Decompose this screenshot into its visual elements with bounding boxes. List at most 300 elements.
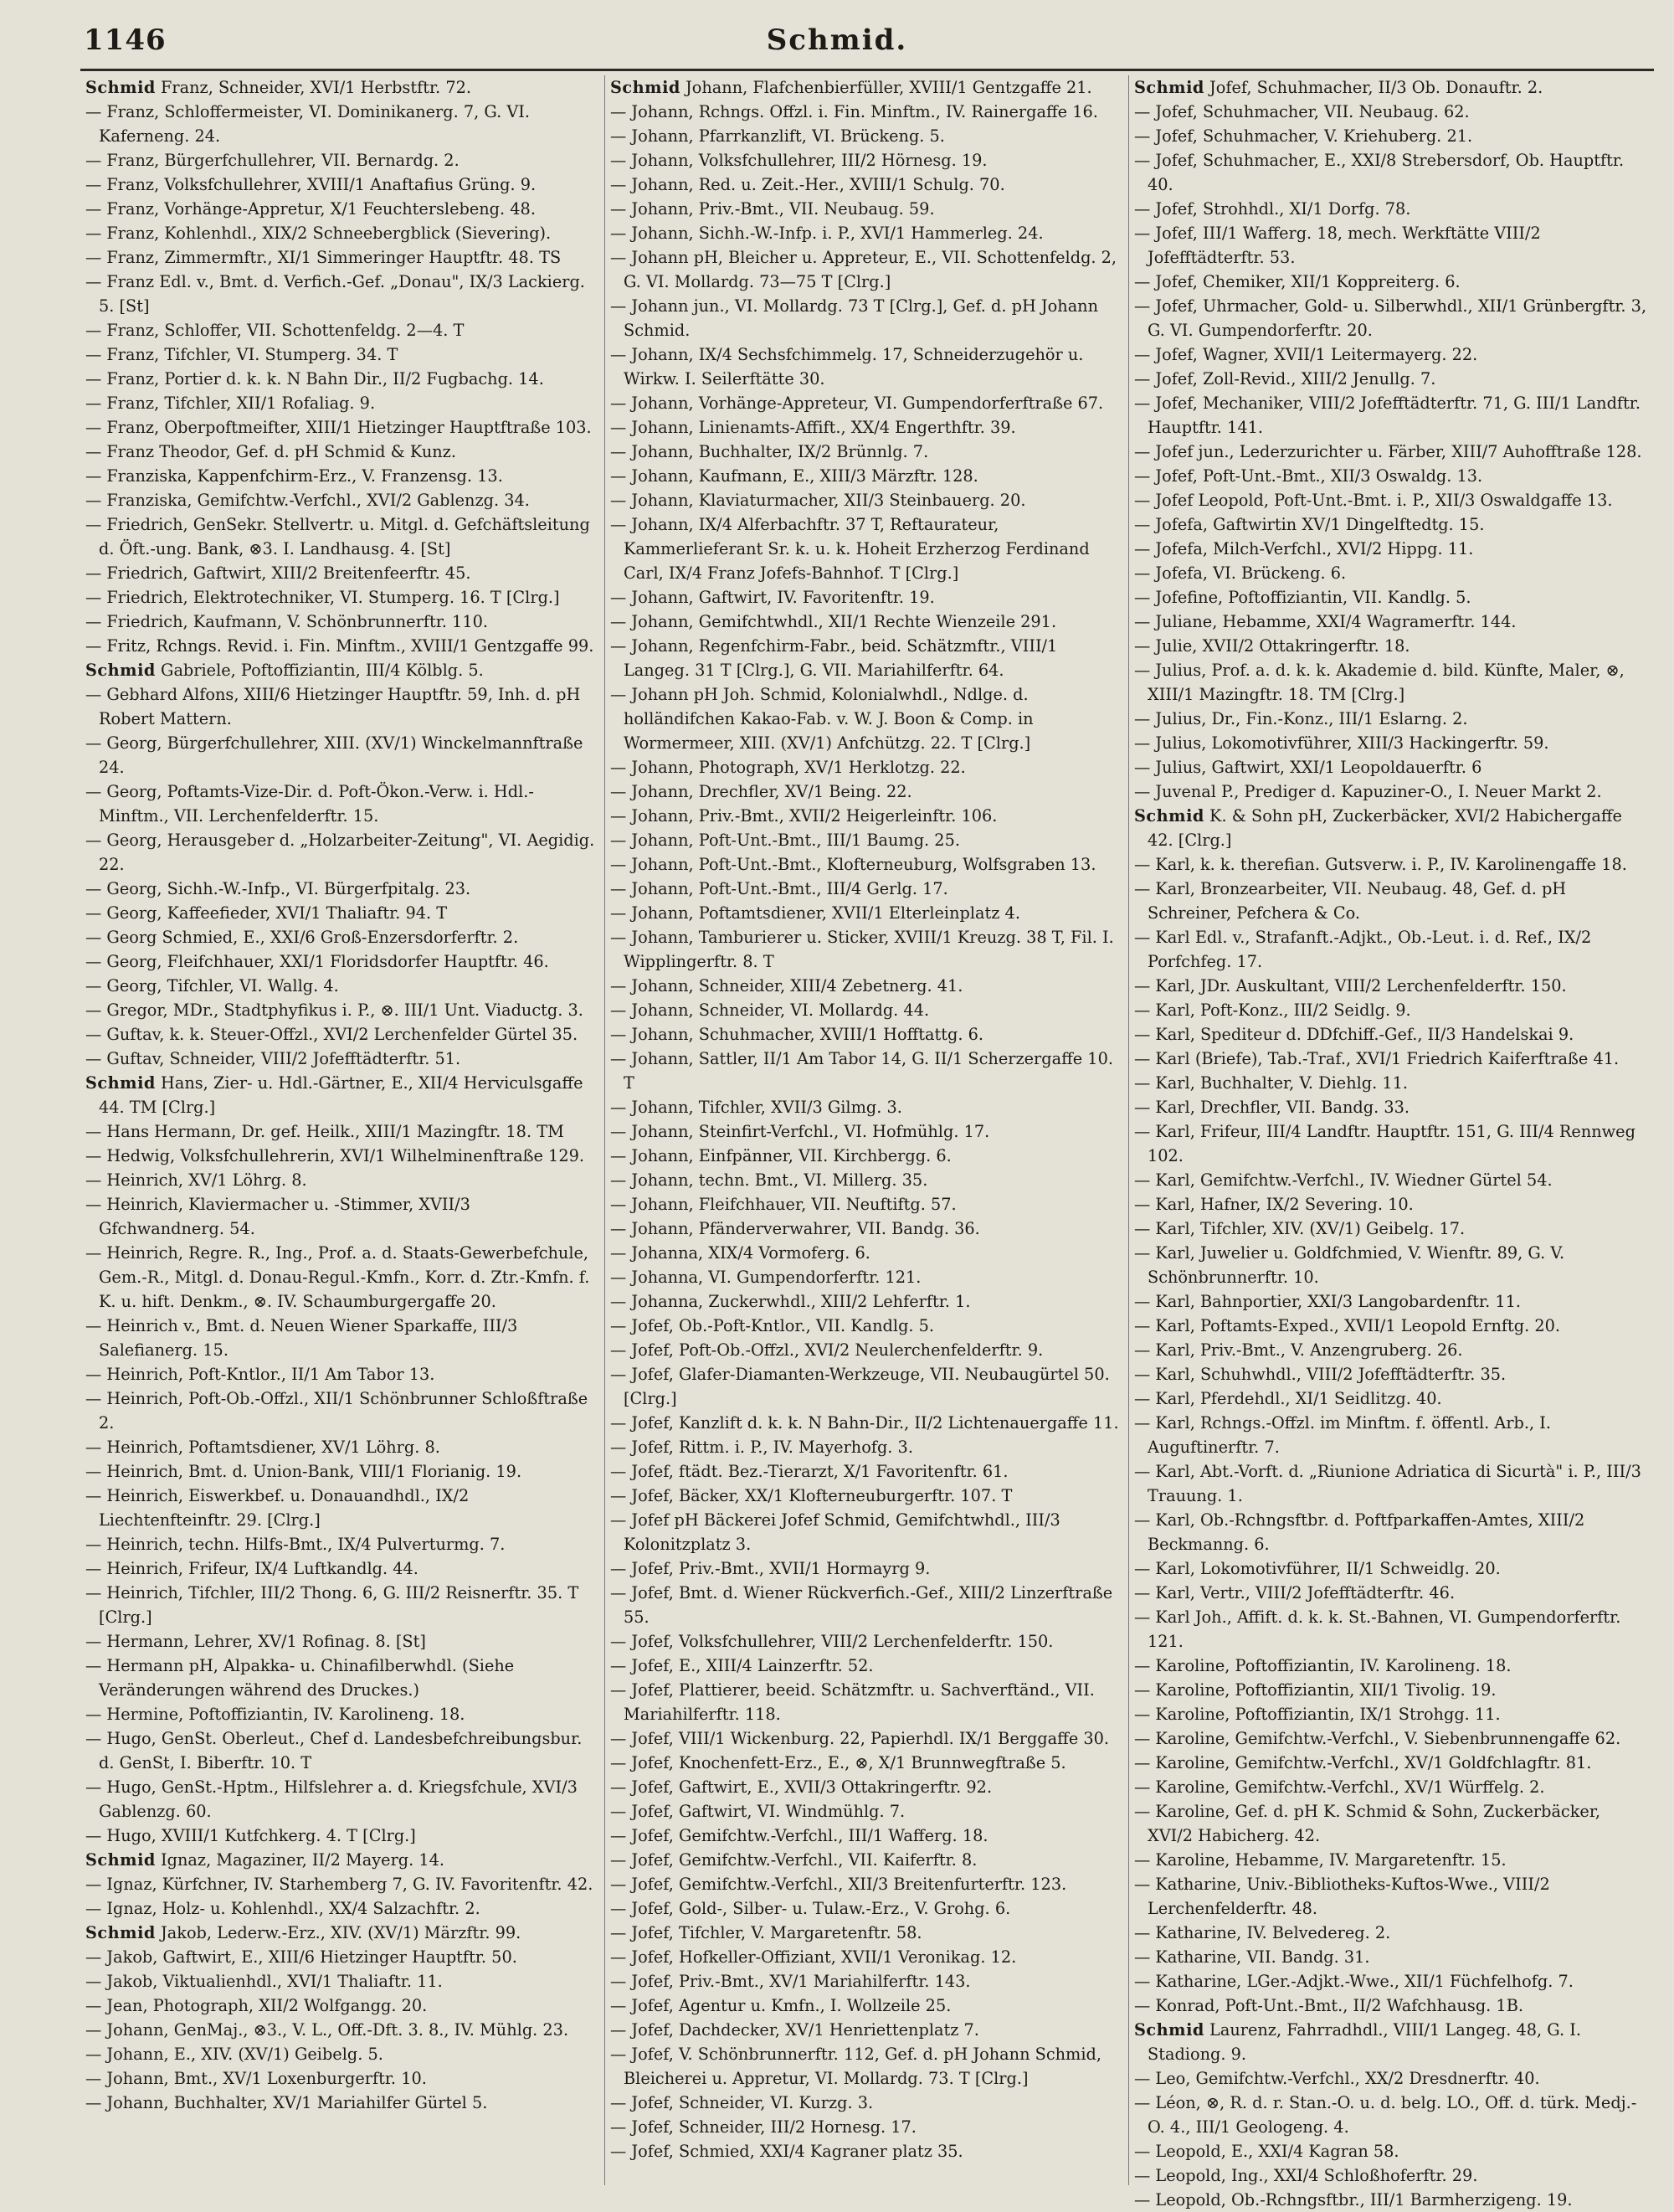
entry-text: — Leo, Gemifchtw.-Verfchl., XX/2 Dresdnerftr. 40. (1134, 2069, 1540, 2088)
directory-entry (1134, 2163, 1647, 2188)
entry-text: — Jofef, Schneider, III/2 Hornesg. 17. (610, 2117, 917, 2137)
entry-text: — Jofef pH Bäckerei Jofef Schmid, Gemifchtwhdl., III/3 Kolonitzplatz 3. (610, 1510, 1060, 1554)
entry-text: — Karl, Ob.-Rchngsftbr. d. Poftfparkaffen-Amtes, XIII/2 Beckmanng. 6. (1134, 1510, 1585, 1554)
directory-entry (1134, 1459, 1647, 1508)
entry-text: — Johanna, Zuckerwhdl., XIII/2 Lehferftr. 1. (610, 1292, 971, 1311)
entry-text: — Johann, Pfarrkanzlift, VI. Brückeng. 5. (610, 126, 945, 146)
entry-text: — Hermann, Lehrer, XV/1 Rofinag. 8. [St] (85, 1632, 426, 1651)
directory-entry (610, 682, 1123, 755)
directory-entry (610, 1629, 1123, 1654)
entry-text: — Jofef, Schuhmacher, E., XXI/8 Strebersdorf, Ob. Hauptftr. 40. (1134, 151, 1625, 194)
entry-text: — Karl, Frifeur, III/4 Landftr. Hauptftr. 151, G. III/4 Rennweg 102. (1134, 1122, 1635, 1165)
entry-text: — Karl, Pferdehdl., XI/1 Seidlitzg. 40. (1134, 1389, 1442, 1408)
directory-entry (610, 1969, 1123, 1993)
directory-entry (610, 804, 1123, 828)
entry-text: — Jofef, Glafer-Diamanten-Werkzeuge, VII. Neubaugürtel 50. [Clrg.] (610, 1365, 1110, 1408)
directory-entry (1134, 1556, 1647, 1581)
entry-text: — Jofef, Strohhdl., XI/1 Dorfg. 78. (1134, 199, 1411, 219)
directory-entry (610, 245, 1123, 294)
directory-entry (1134, 124, 1647, 148)
entry-text: — Johann, Kaufmann, E., XIII/3 Märzftr. 128. (610, 466, 978, 486)
entry-text: — Heinrich, Frifeur, IX/4 Luftkandlg. 44. (85, 1559, 418, 1578)
directory-entry (1134, 1119, 1647, 1168)
entry-text: — Leopold, Ob.-Rchngsftbr., III/1 Barmherzigeng. 19. (1134, 2190, 1573, 2209)
entry-text: — Jofef, Poft-Unt.-Bmt., XII/3 Oswaldg. 13. (1134, 466, 1483, 486)
entry-text: — Friedrich, Elektrotechniker, VI. Stumperg. 16. T [Clrg.] (85, 588, 560, 607)
directory-entry (610, 1751, 1123, 1775)
entry-text: — Karl Edl. v., Strafanft.-Adjkt., Ob.-Leut. i. d. Ref., IX/2 Porfchfeg. 17. (1134, 928, 1592, 971)
entry-text: — Jofef jun., Lederzurichter u. Färber, XIII/7 Auhofftraße 128. (1134, 442, 1642, 461)
entry-text: — Jofef, Uhrmacher, Gold- u. Silberwhdl., XII/1 Grünbergftr. 3, G. VI. Gumpendorferftr. 20. (1134, 296, 1647, 340)
directory-entry (85, 1775, 599, 1824)
entry-text: — Julius, Dr., Fin.-Konz., III/1 Eslarng. 2. (1134, 709, 1468, 728)
entry-text: — Jofef, Schuhmacher, VII. Neubaug. 62. (1134, 102, 1470, 121)
directory-entry (610, 1362, 1123, 1411)
directory-entry (1134, 585, 1647, 610)
entry-text: — Hugo, GenSt.-Hptm., Hilfslehrer a. d. Kriegsfchule, XVI/3 Gablenzg. 60. (85, 1777, 578, 1821)
entry-text: — Juvenal P., Prediger d. Kapuziner-O., I. Neuer Markt 2. (1134, 782, 1602, 801)
entry-text: — Julius, Gaftwirt, XXI/1 Leopoldauerftr. 6 (1134, 758, 1482, 777)
entry-text: — Georg, Poftamts-Vize-Dir. d. Poft-Ökon.-Verw. i. Hdl.-Minftm., VII. Lerchenfelderftr. 15. (85, 782, 534, 826)
directory-entry (85, 1702, 599, 1726)
directory-entry (1134, 2018, 1647, 2066)
entry-text: — Heinrich, Klaviermacher u. -Stimmer, XVII/3 Gfchwandnerg. 54. (85, 1195, 470, 1238)
directory-entry (1134, 342, 1647, 367)
entry-text: Jofef, Schuhmacher, II/3 Ob. Donauftr. 2. (1204, 78, 1543, 97)
entry-text: — Jofef, Dachdecker, XV/1 Henriettenplatz 7. (610, 2020, 979, 2040)
directory-entry (1134, 2188, 1647, 2212)
directory-entry (1134, 1411, 1647, 1459)
entry-text: — Jofef, Priv.-Bmt., XV/1 Mariahilferftr. 143. (610, 1972, 971, 1991)
entry-text: — Karl, Schuhwhdl., VIII/2 Jofefftädterftr. 35. (1134, 1365, 1507, 1384)
directory-entry (610, 2018, 1123, 2042)
directory-entry (610, 1799, 1123, 1824)
entry-text: — Hedwig, Volksfchullehrerin, XVI/1 Wilhelminenftraße 129. (85, 1146, 584, 1165)
directory-entry (85, 488, 599, 512)
directory-entry (1134, 1071, 1647, 1095)
entry-text: — Hans Hermann, Dr. gef. Heilk., XIII/1 Mazingftr. 18. TM (85, 1122, 564, 1141)
entry-text: — Jofef, Bmt. d. Wiener Rückverfich.-Gef., XIII/2 Linzerftraße 55. (610, 1583, 1113, 1627)
entry-text: — Heinrich, Poft-Kntlor., II/1 Am Tabor 13. (85, 1365, 435, 1384)
directory-entry (1134, 440, 1647, 464)
directory-entry (1134, 294, 1647, 342)
entry-text: — Fritz, Rchngs. Revid. i. Fin. Minftm., XVIII/1 Gentzgaffe 99. (85, 636, 594, 656)
entry-text: — Katharine, IV. Belvedereg. 2. (1134, 1923, 1391, 1942)
entry-text: — Johann, IX/4 Alferbachftr. 37 T, Reftaurateur, Kammerlieferant Sr. k. u. k. Hoheit Erzherzog Ferdinand Carl, IX/4 Franz Jofefs-Bahnhof. T [Clrg.] (610, 515, 1090, 583)
entry-text: — Franz, Volksfchullehrer, XVIII/1 Anaftafius Grüng. 9. (85, 175, 537, 194)
directory-entry (1134, 270, 1647, 294)
directory-entry (85, 1945, 599, 1969)
entry-text: — Georg, Kaffeefieder, XVI/1 Thaliaftr. 94. T (85, 903, 448, 923)
entry-text: — Johann, Schneider, XIII/4 Zebetnerg. 41. (610, 976, 963, 995)
entry-text: — Franziska, Gemifchtw.-Verfchl., XVI/2 Gablenzg. 34. (85, 491, 530, 510)
entry-text: — Franziska, Kappenfchirm-Erz., V. Franzensg. 13. (85, 466, 503, 486)
entry-text: — Johann pH Joh. Schmid, Kolonialwhdl., Ndlge. d. holländifchen Kakao-Fab. v. W. J. Boon & Comp. in Wormermeer, XIII. (XV/1) Anfchützg. 22. T [Clrg.] (610, 685, 1034, 753)
directory-entry (610, 1581, 1123, 1629)
entry-text: — Georg Schmied, E., XXI/6 Groß-Enzersdorferftr. 2. (85, 928, 519, 947)
directory-entry (85, 634, 599, 658)
directory-entry (85, 1435, 599, 1459)
entry-text: — Georg, Tifchler, VI. Wallg. 4. (85, 976, 339, 995)
directory-entry (610, 148, 1123, 172)
directory-entry (610, 1047, 1123, 1095)
entry-text: — Jofef, Schmied, XXI/4 Kagraner platz 35. (610, 2142, 963, 2161)
entry-text: — Johann, Rchngs. Offzl. i. Fin. Minftm., IV. Rainergaffe 16. (610, 102, 1098, 121)
entry-text: — Karl, Priv.-Bmt., V. Anzengruberg. 26. (1134, 1340, 1463, 1360)
directory-entry (1134, 1751, 1647, 1775)
directory-entry (1134, 391, 1647, 440)
entry-text: — Katharine, VII. Bandg. 31. (1134, 1947, 1370, 1967)
directory-entry (85, 2018, 599, 2042)
directory-entry (610, 877, 1123, 901)
entry-text: — Karl, Abt.-Vorft. d. „Riunione Adriatica di Sicurtà" i. P., III/3 Trauung. 1. (1134, 1462, 1641, 1505)
entry-text: — Karoline, Hebamme, IV. Margaretenftr. 15. (1134, 1850, 1507, 1870)
directory-entry (1134, 877, 1647, 925)
directory-entry (85, 974, 599, 998)
entry-text: — Karl, Hafner, IX/2 Severing. 10. (1134, 1195, 1414, 1214)
header-rule (80, 69, 1654, 71)
directory-entry (1134, 1654, 1647, 1678)
entry-text: — Georg, Fleifchhauer, XXI/1 Floridsdorfer Hauptftr. 46. (85, 952, 549, 971)
directory-entry (610, 1168, 1123, 1192)
entry-text: — Jofef, Hofkeller-Offiziant, XVII/1 Veronikag. 12. (610, 1947, 1017, 1967)
entry-text: — Karoline, Poftoffiziantin, IV. Karolineng. 18. (1134, 1656, 1512, 1675)
directory-entry (610, 1921, 1123, 1945)
directory-entry (85, 561, 599, 585)
directory-entry (85, 2066, 599, 2091)
entry-text: — Karl, Tifchler, XIV. (XV/1) Geibelg. 17. (1134, 1219, 1466, 1238)
column-middle (604, 75, 1128, 2185)
entry-text: — Jofefa, VI. Brückeng. 6. (1134, 563, 1347, 583)
entry-text: K. & Sohn pH, Zuckerbäcker, XVI/2 Habichergaffe 42. [Clrg.] (1148, 806, 1622, 850)
entry-text: — Karl, Buchhalter, V. Diehlg. 11. (1134, 1073, 1409, 1093)
directory-entry (85, 1362, 599, 1386)
entry-text: — Jofef, Priv.-Bmt., XVII/1 Hormayrg 9. (610, 1559, 931, 1578)
entry-text: Hans, Zier- u. Hdl.-Gärtner, E., XII/4 Herviculsgaffe 44. TM [Clrg.] (99, 1073, 583, 1117)
entry-text: — Franz, Tifchler, XII/1 Rofaliag. 9. (85, 394, 376, 413)
directory-entry (1134, 634, 1647, 658)
directory-entry (85, 1556, 599, 1581)
directory-entry (610, 1289, 1123, 1314)
entry-text: — Johann, Pfänderverwahrer, VII. Bandg. 36. (610, 1219, 980, 1238)
directory-entry (1134, 1314, 1647, 1338)
directory-entry (1134, 75, 1647, 100)
directory-entry (610, 1993, 1123, 2018)
directory-entry (1134, 974, 1647, 998)
surname-heading: Schmid (85, 1073, 156, 1093)
entry-text: — Jofefa, Milch-Verfchl., XVI/2 Hippg. 11. (1134, 539, 1474, 558)
entry-text: — Franz, Oberpoftmeifter, XIII/1 Hietzinger Hauptftraße 103. (85, 418, 592, 437)
entry-text: — Heinrich, Tifchler, III/2 Thong. 6, G. III/2 Reisnerftr. 35. T [Clrg.] (85, 1583, 579, 1627)
directory-entry (610, 464, 1123, 488)
entry-text: — Karl, Lokomotivführer, II/1 Schweidlg. 20. (1134, 1559, 1501, 1578)
page-number: 1146 (84, 23, 167, 57)
directory-entry (610, 901, 1123, 925)
entry-text: — Johann, Poft-Unt.-Bmt., Klofterneuburg, Wolfsgraben 13. (610, 855, 1096, 874)
entry-text: — Jofef, Gemifchtw.-Verfchl., XII/3 Breitenfurterftr. 123. (610, 1875, 1067, 1894)
directory-entry (1134, 1726, 1647, 1751)
entry-text: — Jakob, Viktualienhdl., XVI/1 Thaliaftr. 11. (85, 1972, 443, 1991)
entry-text: — Johann, Fleifchhauer, VII. Neuftiftg. 57. (610, 1195, 957, 1214)
directory-entry (1134, 610, 1647, 634)
directory-entry (1134, 852, 1647, 877)
entry-text: — Leopold, Ing., XXI/4 Schloßhoferftr. 29. (1134, 2166, 1478, 2185)
entry-text: — Jofef, Wagner, XVII/1 Leitermayerg. 22. (1134, 345, 1478, 364)
entry-text: — Johann, Tifchler, XVII/3 Gilmg. 3. (610, 1098, 902, 1117)
entry-text: — Heinrich, Bmt. d. Union-Bank, VIII/1 Florianig. 19. (85, 1462, 522, 1481)
entry-text: — Johann, Red. u. Zeit.-Her., XVIII/1 Schulg. 70. (610, 175, 1005, 194)
entry-text: — Johann, Schneider, VI. Mollardg. 44. (610, 1001, 930, 1020)
entry-text: — Guftav, k. k. Steuer-Offzl., XVI/2 Lerchenfelder Gürtel 35. (85, 1025, 578, 1044)
entry-text: — Katharine, LGer.-Adjkt.-Wwe., XII/1 Füchfelhofg. 7. (1134, 1972, 1574, 1991)
directory-entry (610, 1726, 1123, 1751)
directory-entry (610, 1896, 1123, 1921)
entry-text: — Karl, Bronzearbeiter, VII. Neubaug. 48, Gef. d. pH Schreiner, Pefchera & Co. (1134, 879, 1567, 923)
directory-entry (85, 318, 599, 342)
directory-entry (85, 100, 599, 148)
entry-text: — Johann, Drechfler, XV/1 Being. 22. (610, 782, 912, 801)
directory-entry (1134, 731, 1647, 755)
entry-text: — Jofef, V. Schönbrunnerftr. 112, Gef. d. pH Johann Schmid, Bleicherei u. Appretur, VI. Mollardg. 73. T [Clrg.] (610, 2045, 1101, 2088)
entry-text: Ignaz, Magaziner, II/2 Mayerg. 14. (155, 1850, 445, 1870)
entry-text: — Johanna, VI. Gumpendorferftr. 121. (610, 1268, 922, 1287)
entry-text: — Johann, Sichh.-W.-Infp. i. P., XVI/1 Hammerleg. 24. (610, 224, 1044, 243)
entry-text: — Johann, Gemifchtwhdl., XII/1 Rechte Wienzeile 291. (610, 612, 1057, 631)
entry-text: — Franz, Vorhänge-Appretur, X/1 Feuchterslebeng. 48. (85, 199, 536, 219)
directory-entry (85, 610, 599, 634)
entry-text: — Heinrich, Poft-Ob.-Offzl., XII/1 Schönbrunner Schloßftraße 2. (85, 1389, 588, 1433)
directory-entry (610, 2139, 1123, 2163)
directory-entry (1134, 1217, 1647, 1241)
directory-entry (1134, 1386, 1647, 1411)
directory-entry (85, 2091, 599, 2115)
entry-text: Gabriele, Poftoffiziantin, III/4 Kölblg. 5. (155, 661, 484, 680)
directory-entry (610, 1435, 1123, 1459)
directory-entry (610, 1314, 1123, 1338)
directory-entry (85, 1896, 599, 1921)
directory-entry (1134, 1192, 1647, 1217)
directory-entry (85, 1872, 599, 1896)
directory-entry (1134, 658, 1647, 707)
surname-heading: Schmid (85, 78, 156, 97)
directory-entry (1134, 779, 1647, 804)
entry-text: — Jofef, Knochenfett-Erz., E., ⊗, X/1 Brunnwegftraße 5. (610, 1753, 1066, 1772)
directory-entry (610, 1654, 1123, 1678)
directory-entry (85, 682, 599, 731)
entry-text: — Jakob, Gaftwirt, E., XIII/6 Hietzinger Hauptftr. 50. (85, 1947, 517, 1967)
directory-entry (1134, 197, 1647, 221)
entry-text: — Karl, Vertr., VIII/2 Jofefftädterftr. 46. (1134, 1583, 1456, 1602)
directory-entry (85, 998, 599, 1022)
directory-columns (80, 75, 1654, 2209)
directory-entry (610, 828, 1123, 852)
directory-entry (85, 221, 599, 245)
directory-entry (610, 1508, 1123, 1556)
directory-entry (1134, 1848, 1647, 1872)
entry-text: — Karoline, Gemifchtw.-Verfchl., XV/1 Goldfchlagftr. 81. (1134, 1753, 1592, 1772)
directory-entry (610, 1459, 1123, 1484)
running-head: Schmid. (766, 23, 908, 57)
entry-text: — Heinrich, XV/1 Löhrg. 8. (85, 1170, 307, 1190)
directory-entry (1134, 1047, 1647, 1071)
entry-text: — Jofef, Gold-, Silber- u. Tulaw.-Erz., V. Grohg. 6. (610, 1899, 1011, 1918)
entry-text: — Heinrich, Regre. R., Ing., Prof. a. d. Staats-Gewerbefchule, Gem.-R., Mitgl. d. Donau-Regul.-Kmfn., Korr. d. Ztr.-Kmfn. f. K. u. hift. Denkm., ⊗. IV. Schaumburgergaffe 20. (85, 1243, 590, 1311)
entry-text: — Heinrich, Poftamtsdiener, XV/1 Löhrg. 8. (85, 1438, 440, 1457)
directory-entry (610, 75, 1123, 100)
directory-entry (85, 270, 599, 318)
directory-entry (1134, 1338, 1647, 1362)
entry-text: — Johann, Priv.-Bmt., XVII/2 Heigerleinftr. 106. (610, 806, 998, 826)
directory-entry (85, 1484, 599, 1532)
entry-text: — Friedrich, GenSekr. Stellvertr. u. Mitgl. d. Gefchäftsleitung d. Öft.-ung. Bank, ⊗3. I. Landhausg. 4. [St] (85, 515, 590, 558)
directory-entry (85, 1654, 599, 1702)
directory-entry (85, 731, 599, 779)
directory-entry (610, 1217, 1123, 1241)
directory-entry (85, 342, 599, 367)
entry-text: — Karl, Poft-Konz., III/2 Seidlg. 9. (1134, 1001, 1411, 1020)
directory-entry (610, 998, 1123, 1022)
entry-text: — Jofef, Gaftwirt, E., XVII/3 Ottakringerftr. 92. (610, 1777, 993, 1797)
entry-text: — Johann, GenMaj., ⊗3., V. L., Off.-Dft. 3. 8., IV. Mühlg. 23. (85, 2020, 569, 2040)
directory-entry (1134, 2139, 1647, 2163)
directory-entry (610, 634, 1123, 682)
directory-entry (85, 391, 599, 415)
directory-entry (85, 877, 599, 901)
directory-entry (1134, 221, 1647, 270)
entry-text: — Georg, Bürgerfchullehrer, XIII. (XV/1) Winckelmannftraße 24. (85, 733, 583, 777)
column-right (1128, 75, 1652, 2209)
entry-text: — Konrad, Poft-Unt.-Bmt., II/2 Wafchhausg. 1B. (1134, 1996, 1523, 2015)
directory-entry (85, 1022, 599, 1047)
directory-entry (85, 1459, 599, 1484)
directory-entry (85, 1848, 599, 1872)
entry-text: — Johann, Klaviaturmacher, XII/3 Steinbauerg. 20. (610, 491, 1026, 510)
directory-entry (85, 75, 599, 100)
directory-entry (1134, 561, 1647, 585)
directory-entry (610, 1095, 1123, 1119)
entry-text: Johann, Flafchenbierfüller, XVIII/1 Gentzgaffe 21. (680, 78, 1092, 97)
entry-text: — Karl, JDr. Auskultant, VIII/2 Lerchenfelderftr. 150. (1134, 976, 1567, 995)
directory-entry (610, 391, 1123, 415)
entry-text: — Jofef, Gaftwirt, VI. Windmühlg. 7. (610, 1802, 906, 1821)
directory-entry (610, 1144, 1123, 1168)
surname-heading: Schmid (85, 1923, 156, 1942)
entry-text: — Franz, Schloffermeister, VI. Dominikanerg. 7, G. VI. Kaferneng. 24. (85, 102, 531, 146)
directory-entry (610, 925, 1123, 974)
entry-text: — Johann, E., XIV. (XV/1) Geibelg. 5. (85, 2045, 383, 2064)
directory-entry (85, 1969, 599, 1993)
entry-text: — Johann, Einfpänner, VII. Kirchbergg. 6. (610, 1146, 952, 1165)
directory-entry (85, 172, 599, 197)
directory-entry (1134, 1872, 1647, 1921)
directory-entry (1134, 148, 1647, 197)
directory-entry (1134, 1945, 1647, 1969)
directory-entry (610, 342, 1123, 391)
entry-text: — Karl, k. k. therefian. Gutsverw. i. P., IV. Karolinengaffe 18. (1134, 855, 1627, 874)
entry-text: — Johann, Buchhalter, IX/2 Brünnlg. 7. (610, 442, 929, 461)
entry-text: — Karoline, Poftoffiziantin, IX/1 Strohgg. 11. (1134, 1705, 1501, 1724)
directory-entry (1134, 1921, 1647, 1945)
directory-entry (85, 1071, 599, 1119)
entry-text: — Franz, Zimmermftr., XI/1 Simmeringer Hauptftr. 48. TS (85, 248, 562, 267)
directory-entry (85, 464, 599, 488)
directory-entry (610, 1119, 1123, 1144)
directory-entry (610, 415, 1123, 440)
entry-text: — Johann, techn. Bmt., VI. Millerg. 35. (610, 1170, 928, 1190)
entry-text: — Jofefa, Gaftwirtin XV/1 Dingelftedtg. 15. (1134, 515, 1485, 534)
entry-text: — Jofef, Ob.-Poft-Kntlor., VII. Kandlg. 5. (610, 1316, 935, 1335)
directory-entry (610, 755, 1123, 779)
entry-text: — Karoline, Gemifchtw.-Verfchl., XV/1 Würffelg. 2. (1134, 1777, 1545, 1797)
entry-text: — Georg, Sichh.-W.-Infp., VI. Bürgerfpitalg. 23. (85, 879, 471, 898)
directory-entry (610, 852, 1123, 877)
entry-text: — Jofef, Zoll-Revid., XIII/2 Jenullg. 7. (1134, 369, 1436, 388)
directory-entry (85, 512, 599, 561)
entry-text: — Jofef, Plattierer, beeid. Schätzmftr. u. Sachverftänd., VII. Mariahilferftr. 118. (610, 1680, 1095, 1724)
entry-text: — Jofefine, Poftoffiziantin, VII. Kandlg. 5. (1134, 588, 1471, 607)
entry-text: — Hugo, XVIII/1 Kutfchkerg. 4. T [Clrg.] (85, 1826, 416, 1845)
directory-entry (85, 1993, 599, 2018)
directory-entry (1134, 1775, 1647, 1799)
entry-text: — Johann, Bmt., XV/1 Loxenburgerftr. 10. (85, 2069, 427, 2088)
directory-entry (1134, 2091, 1647, 2139)
directory-entry (85, 1119, 599, 1144)
directory-entry (1134, 464, 1647, 488)
entry-text: — Karl (Briefe), Tab.-Traf., XVI/1 Friedrich Kaiferftraße 41. (1134, 1049, 1620, 1068)
directory-entry (1134, 367, 1647, 391)
entry-text: — Gebhard Alfons, XIII/6 Hietzinger Hauptftr. 59, Inh. d. pH Robert Mattern. (85, 685, 581, 728)
entry-text: — Karl, Drechfler, VII. Bandg. 33. (1134, 1098, 1410, 1117)
directory-entry (85, 1921, 599, 1945)
directory-entry (85, 1241, 599, 1314)
directory-entry (85, 1726, 599, 1775)
entry-text: — Johann, Poftamtsdiener, XVII/1 Elterleinplatz 4. (610, 903, 1020, 923)
entry-text: — Johann, Regenfchirm-Fabr., beid. Schätzmftr., VIII/1 Langeg. 31 T [Clrg.], G. VII. Mariahilferftr. 64. (610, 636, 1058, 680)
directory-entry (610, 1192, 1123, 1217)
directory-entry (1134, 998, 1647, 1022)
directory-entry (1134, 1168, 1647, 1192)
entry-text: — Johann, Photograph, XV/1 Herklotzg. 22. (610, 758, 966, 777)
entry-text: — Jofef, Mechaniker, VIII/2 Jofefftädterftr. 71, G. III/1 Landftr. Hauptftr. 141. (1134, 394, 1641, 437)
directory-entry (610, 974, 1123, 998)
directory-entry (610, 512, 1123, 585)
directory-entry (610, 2115, 1123, 2139)
entry-text: — Johanna, XIX/4 Vormoferg. 6. (610, 1243, 870, 1263)
entry-text: — Karoline, Poftoffiziantin, XII/1 Tivolig. 19. (1134, 1680, 1497, 1700)
directory-entry (610, 585, 1123, 610)
directory-entry (1134, 537, 1647, 561)
directory-entry (85, 925, 599, 949)
entry-text: — Johann, Poft-Unt.-Bmt., III/4 Gerlg. 17. (610, 879, 948, 898)
directory-entry (1134, 100, 1647, 124)
directory-entry (85, 1047, 599, 1071)
entry-text: — Franz, Kohlenhdl., XIX/2 Schneebergblick (Sievering). (85, 224, 552, 243)
entry-text: — Jofef, Agentur u. Kmfn., I. Wollzeile 25. (610, 1996, 952, 2015)
entry-text: — Heinrich v., Bmt. d. Neuen Wiener Sparkaffe, III/3 Salefianerg. 15. (85, 1316, 518, 1360)
entry-text: — Franz, Portier d. k. k. N Bahn Dir., II/2 Fugbachg. 14. (85, 369, 544, 388)
entry-text: — Léon, ⊗, R. d. r. Stan.-O. u. d. belg. LO., Off. d. türk. Medj.-O. 4., III/1 Geologeng. 4. (1134, 2093, 1637, 2137)
entry-text: — Jofef, Kanzlift d. k. k. N Bahn-Dir., II/2 Lichtenauergaffe 11. (610, 1413, 1119, 1433)
directory-entry (610, 1824, 1123, 1848)
entry-text: — Franz, Tifchler, VI. Stumperg. 34. T (85, 345, 398, 364)
entry-text: — Johann, Poft-Unt.-Bmt., III/1 Baumg. 25. (610, 831, 960, 850)
entry-text: — Julius, Lokomotivführer, XIII/3 Hackingerftr. 59. (1134, 733, 1549, 753)
entry-text: — Heinrich, Eiswerkbef. u. Donauandhdl., IX/2 Liechtenfteinftr. 29. [Clrg.] (85, 1486, 470, 1530)
entry-text: — Jofef, E., XIII/4 Lainzerftr. 52. (610, 1656, 874, 1675)
entry-text: — Jofef, Chemiker, XII/1 Koppreiterg. 6. (1134, 272, 1461, 291)
entry-text: — Franz, Schloffer, VII. Schottenfeldg. 2—4. T (85, 321, 465, 340)
entry-text: — Friedrich, Gaftwirt, XIII/2 Breitenfeerftr. 45. (85, 563, 471, 583)
